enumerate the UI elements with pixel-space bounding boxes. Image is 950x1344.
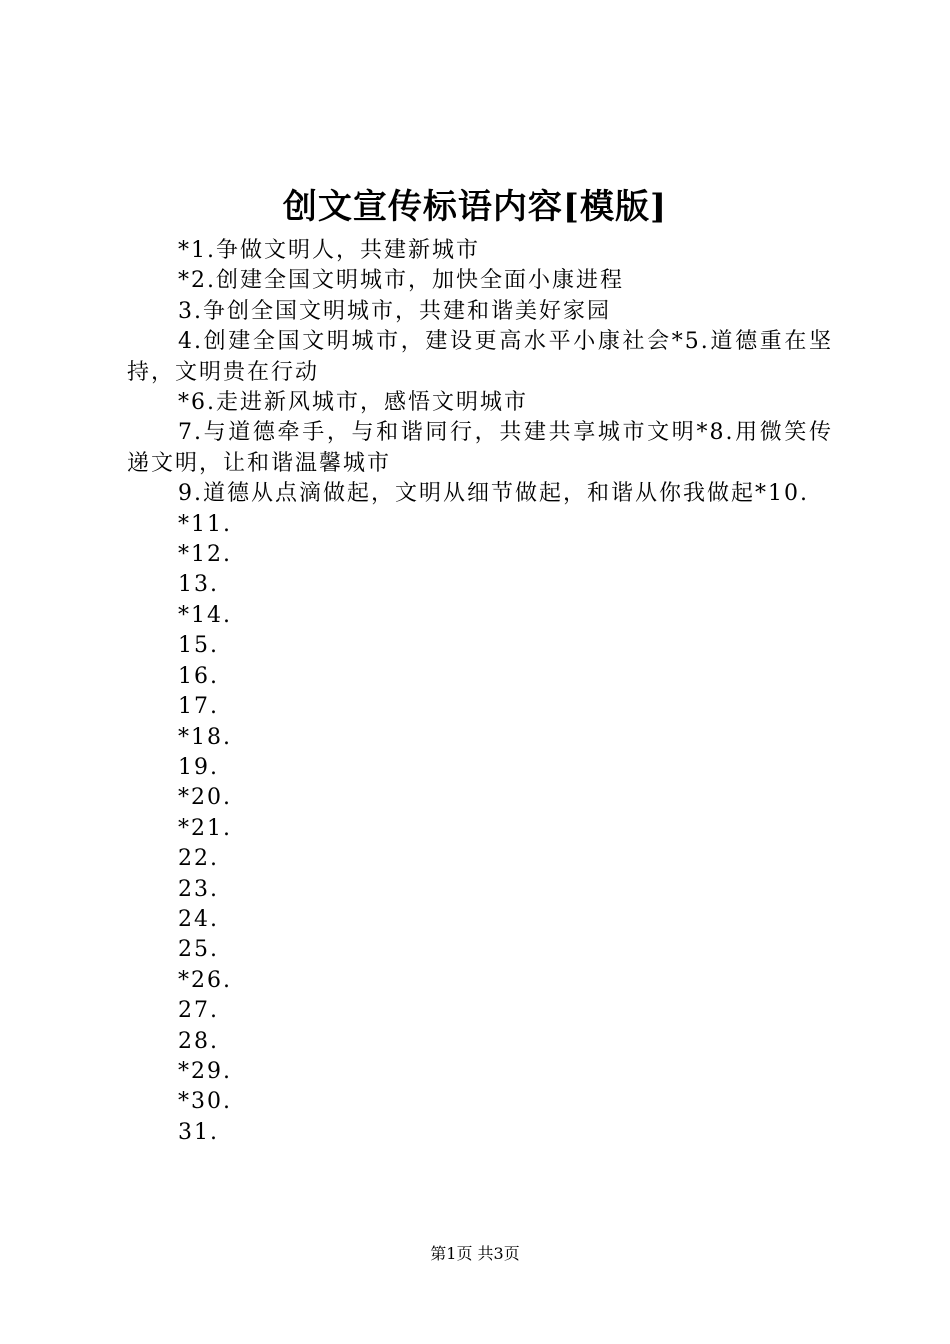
paragraph: *30.: [178, 1089, 232, 1115]
paragraph: *26.: [178, 967, 232, 993]
paragraph: *20.: [178, 785, 232, 811]
paragraph: *6.走进新风城市，感悟文明城市: [178, 390, 528, 416]
paragraph: 31.: [178, 1119, 219, 1145]
paragraph: *2.创建全国文明城市，加快全面小康进程: [178, 268, 624, 294]
paragraph: *12.: [178, 542, 232, 568]
paragraph: 4.创建全国文明城市，建设更高水平小康社会*5.道德重在坚持，文明贵在行动: [127, 329, 833, 385]
paragraph: 27.: [178, 998, 219, 1024]
paragraph: 13.: [178, 572, 219, 598]
paragraph: 24.: [178, 906, 219, 932]
page-footer: 第1页 共3页: [430, 1244, 520, 1263]
paragraph: 15.: [178, 633, 219, 659]
document-body: [127, 236, 833, 1148]
paragraph: 17.: [178, 694, 219, 720]
paragraph: *29.: [178, 1058, 232, 1084]
paragraph: 25.: [178, 937, 219, 963]
paragraph: *1.争做文明人，共建新城市: [178, 238, 480, 263]
paragraph: *11.: [178, 511, 232, 537]
paragraph: 28.: [178, 1028, 219, 1054]
paragraph: *21.: [178, 815, 232, 841]
paragraph: 9.道德从点滴做起，文明从细节做起，和谐从你我做起*10.: [178, 481, 809, 507]
paragraph: *14.: [178, 602, 232, 628]
paragraph: *18.: [178, 724, 232, 750]
paragraph: 7.与道德牵手，与和谐同行，共建共享城市文明*8.用微笑传递文明，让和谐温馨城市: [127, 420, 833, 476]
document-title: 创文宣传标语内容[模版]: [282, 187, 668, 227]
paragraph: 23.: [178, 876, 219, 902]
paragraph: 16.: [178, 663, 219, 689]
paragraph: 22.: [178, 846, 219, 872]
paragraph: 19.: [178, 754, 219, 780]
paragraph: 3.争创全国文明城市，共建和谐美好家园: [178, 298, 611, 324]
